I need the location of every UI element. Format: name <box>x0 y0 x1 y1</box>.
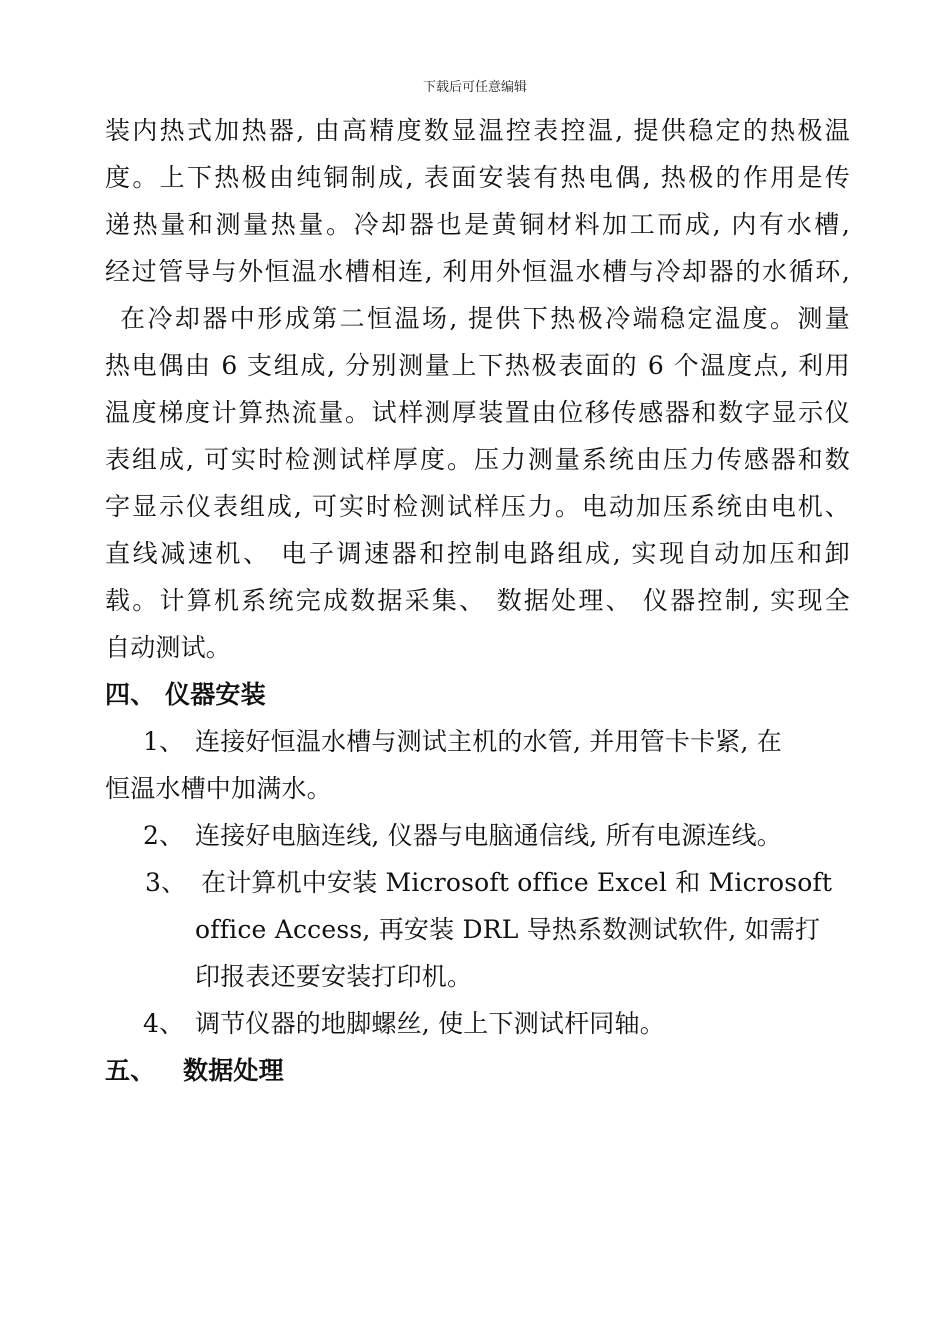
list-item <box>143 723 850 761</box>
paragraph-line: 度。上下热极由纯铜制成, 表面安装有热电偶, 热极的作用是传 <box>105 163 850 192</box>
list-item-continuation: 印报表还要安装打印机。 <box>195 962 473 991</box>
list-item-number: 3、 <box>145 868 187 897</box>
paragraph-line: 递热量和测量热量。冷却器也是黄铜材料加工而成, 内有水槽, <box>105 210 850 239</box>
list-item-number: 2、 <box>143 821 185 850</box>
paragraph-line: 经过管导与外恒温水槽相连, 利用外恒温水槽与冷却器的水循环, <box>105 257 850 286</box>
section-title: 数据处理 <box>183 1056 284 1085</box>
section-heading-install <box>105 676 850 714</box>
list-item-text: 在计算机中安装 Microsoft office Excel 和 Microsoft <box>201 868 833 897</box>
list-item-continuation: 恒温水槽中加满水。 <box>105 774 332 803</box>
list-item-number: 1、 <box>143 727 185 756</box>
section-number: 四、 <box>105 680 156 709</box>
section-heading-data <box>105 1052 850 1090</box>
paragraph-line: 热电偶由 6 支组成, 分别测量上下热极表面的 6 个温度点, 利用 <box>105 351 850 380</box>
list-item <box>143 1005 850 1043</box>
list-item-text: 连接好恒温水槽与测试主机的水管, 并用管卡卡紧, 在 <box>195 727 782 756</box>
page-header: 下载后可任意编辑 <box>422 80 527 95</box>
paragraph-line: 在冷却器中形成第二恒温场, 提供下热极冷端稳定温度。测量 <box>120 304 850 333</box>
paragraph-line: 直线减速机、 电子调速器和控制电路组成, 实现自动加压和卸 <box>105 539 850 568</box>
list-item-text: 调节仪器的地脚螺丝, 使上下测试杆同轴。 <box>195 1009 665 1038</box>
list-item-continuation: office Access, 再安装 DRL 导热系数测试软件, 如需打 <box>195 915 821 944</box>
list-item-number: 4、 <box>143 1009 185 1038</box>
section-title: 仪器安装 <box>165 680 266 709</box>
paragraph-line: 自动测试。 <box>105 633 232 662</box>
list-item <box>143 817 850 855</box>
paragraph-line: 温度梯度计算热流量。试样测厚装置由位移传感器和数字显示仪 <box>105 398 850 427</box>
paragraph-line: 载。计算机系统完成数据采集、 数据处理、 仪器控制, 实现全 <box>105 586 850 615</box>
paragraph-line: 字显示仪表组成, 可实时检测试样压力。电动加压系统由电机、 <box>105 492 850 521</box>
list-item-text: 连接好电脑连线, 仪器与电脑通信线, 所有电源连线。 <box>195 821 782 850</box>
paragraph-line: 表组成, 可实时检测试样厚度。压力测量系统由压力传感器和数 <box>105 445 850 474</box>
paragraph-line: 装内热式加热器, 由高精度数显温控表控温, 提供稳定的热极温 <box>105 116 850 145</box>
section-number: 五、 <box>105 1056 156 1085</box>
list-item <box>145 864 850 902</box>
